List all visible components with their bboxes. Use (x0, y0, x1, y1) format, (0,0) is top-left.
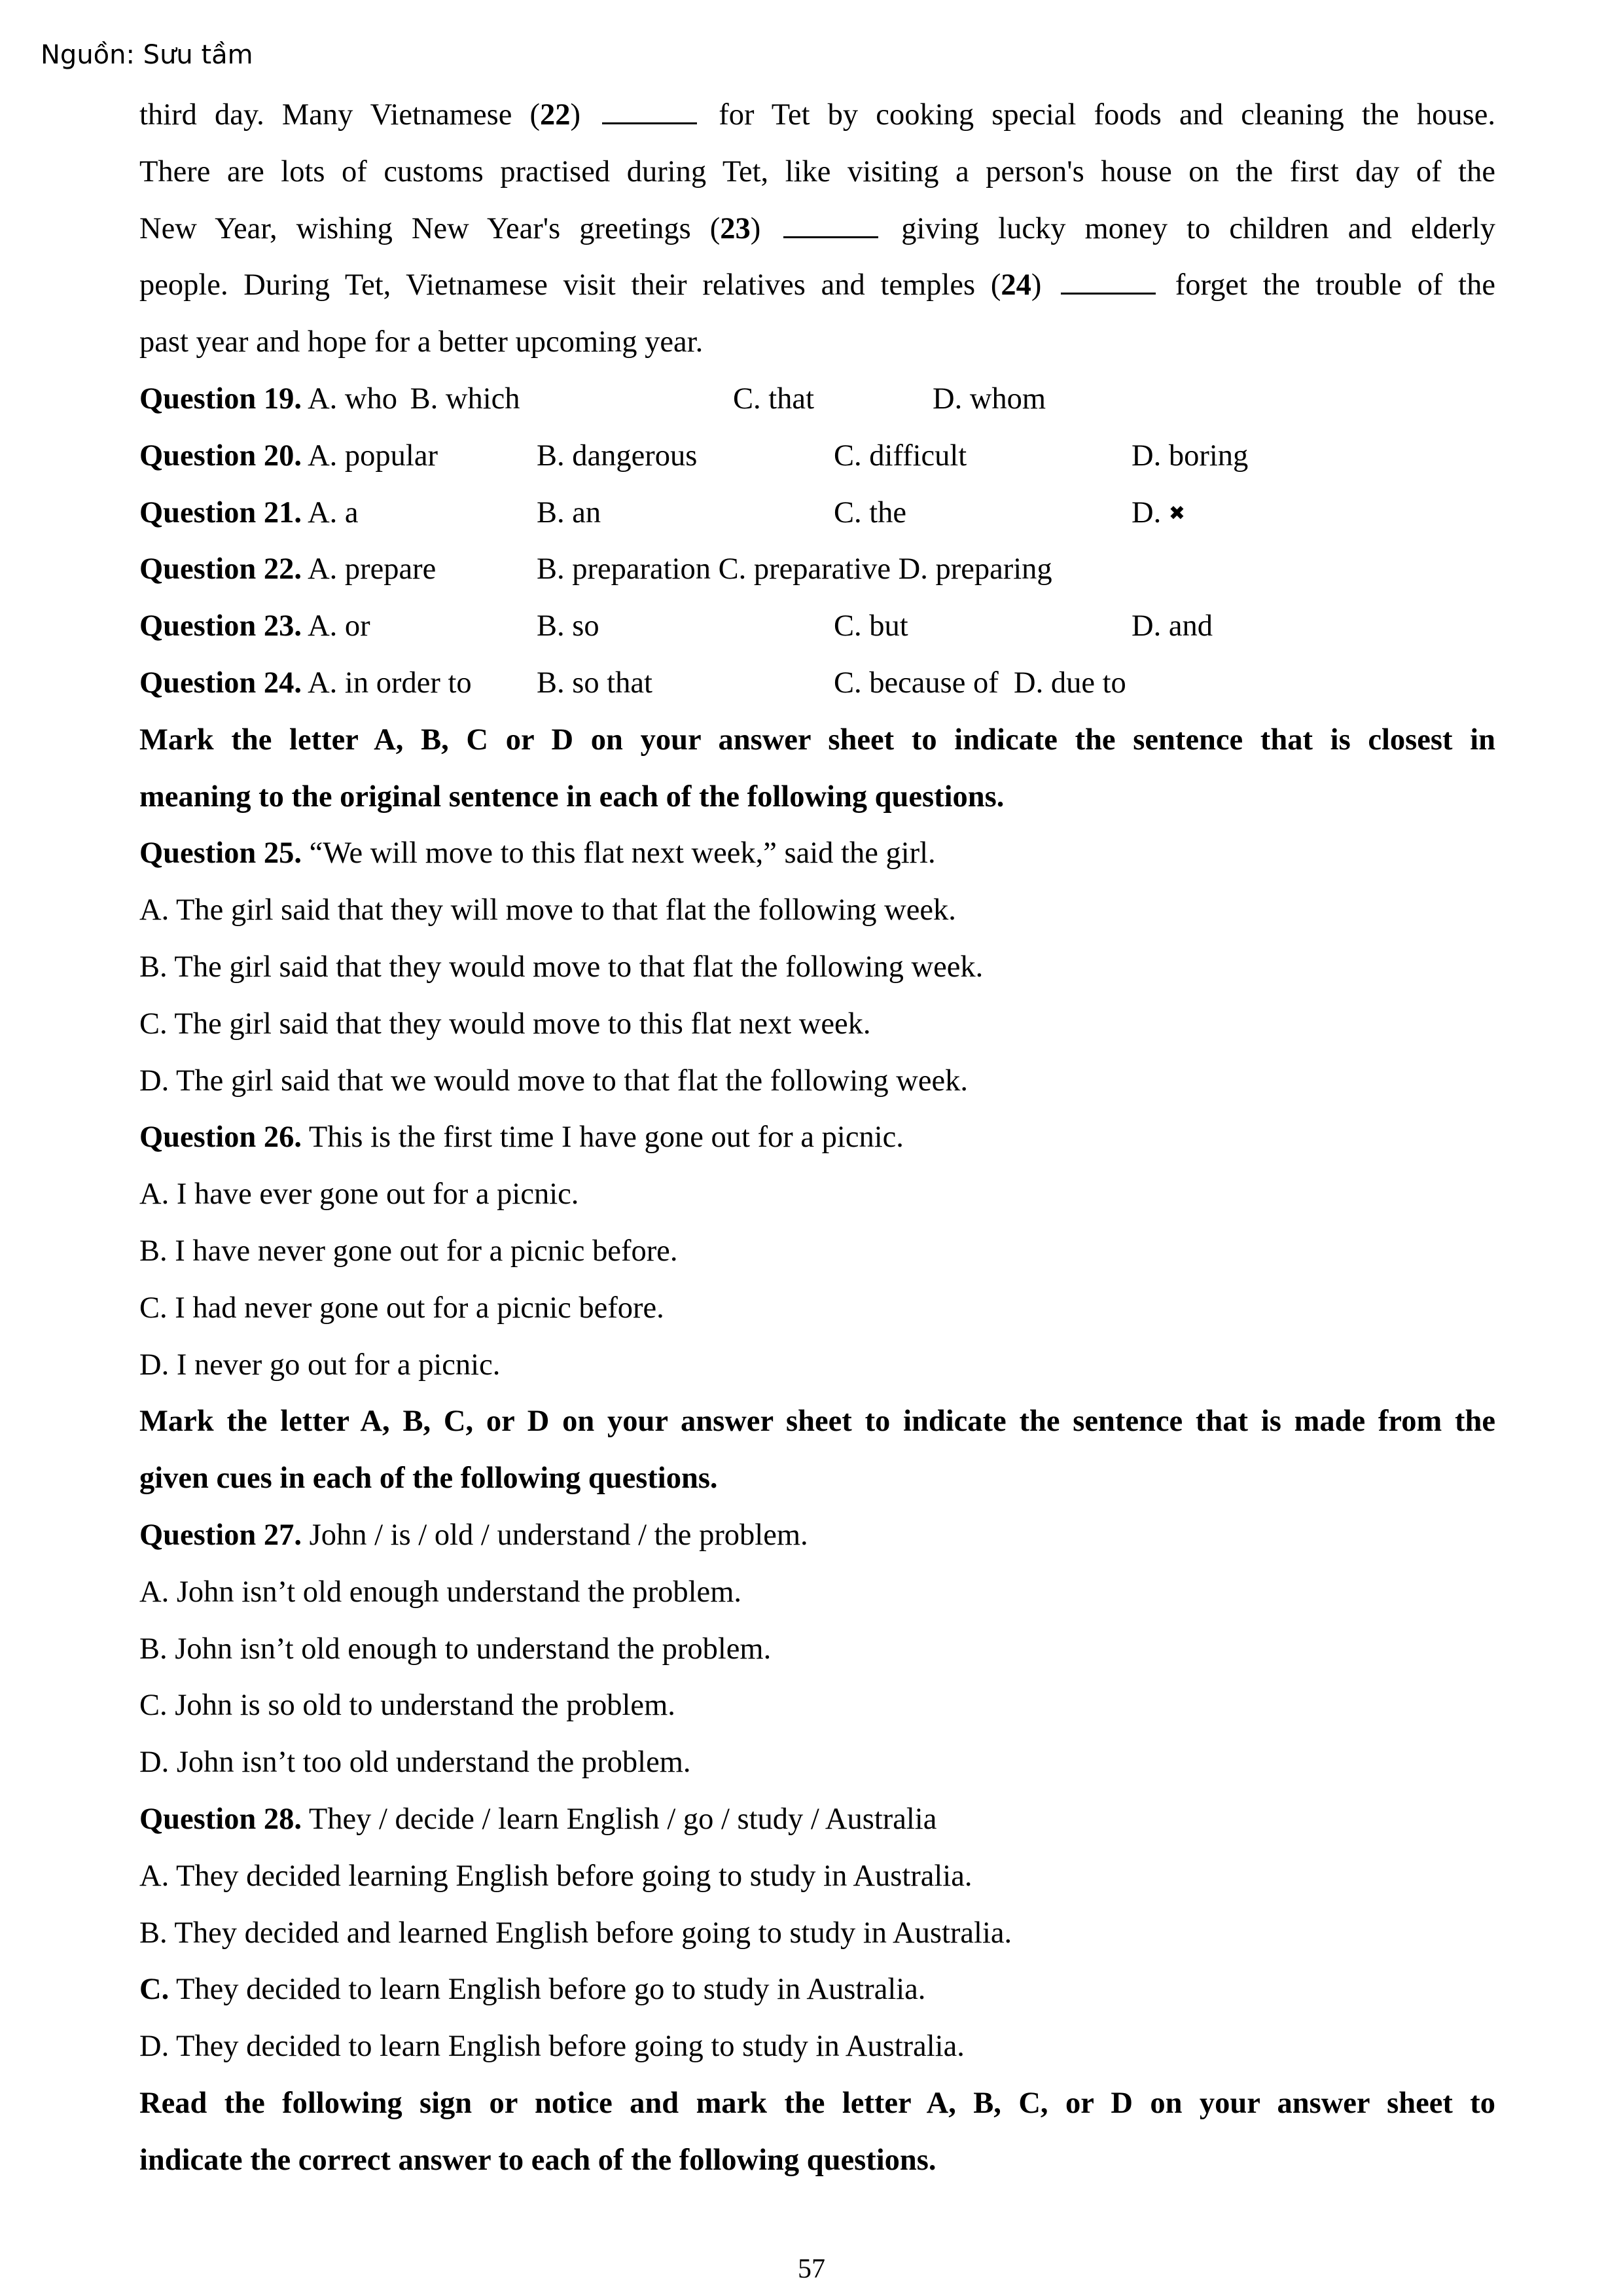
option-c: C. but (834, 609, 908, 643)
option-b: B. so (537, 609, 599, 643)
option-a: A. I have ever gone out for a picnic. (139, 1177, 579, 1211)
option-c: C. that (733, 382, 814, 416)
option-c-letter: C. (139, 1973, 169, 2007)
question-24 (139, 655, 1495, 712)
passage-text: ) (1031, 268, 1058, 302)
passage-line (139, 201, 1495, 258)
passage-text: giving lucky money to children and elderly (882, 211, 1495, 245)
option-d: D. I never go out for a picnic. (139, 1348, 501, 1382)
section-instruction: given cues in each of the following questions. (139, 1462, 718, 1496)
question-20 (139, 428, 1495, 485)
section-instruction: Read the following sign or notice and mark the letter A, B, C, or D on your answer sheet to (139, 2086, 1495, 2120)
source-label: Nguồn: Sưu tầm (41, 40, 253, 70)
blank-number: 22 (539, 98, 571, 132)
passage-line (139, 87, 1495, 144)
passage-text: ) (570, 98, 599, 132)
passage-line: past year and hope for a better upcoming year. (139, 325, 704, 359)
option-a: A. prepare (308, 552, 437, 586)
question-27 (139, 1507, 1495, 1564)
option-c-text: They decided to learn English before go to study in Australia. (169, 1973, 926, 2007)
answer-blank (1061, 273, 1156, 295)
option-d: D. boring (1132, 439, 1249, 473)
option-a: A. The girl said that they will move to that flat the following week. (139, 893, 956, 927)
option-a: A. who (308, 382, 398, 416)
option-c (139, 1962, 1495, 2018)
option-c: C. John is so old to understand the problem. (139, 1689, 675, 1723)
option-c: C. The girl said that they would move to this flat next week. (139, 1007, 871, 1041)
question-label: Question 26. (139, 1121, 302, 1155)
passage-text: forget the trouble of the (1160, 268, 1495, 302)
option-b: B. I have never gone out for a picnic before. (139, 1234, 678, 1268)
question-stem: This is the first time I have gone out for a picnic. (308, 1121, 904, 1155)
question-label: Question 27. (139, 1518, 302, 1552)
option-d: D. and (1132, 609, 1213, 643)
question-19 (139, 371, 1495, 428)
question-stem: “We will move to this flat next week,” said the girl. (309, 836, 936, 870)
question-label: Question 19. (139, 382, 302, 416)
option-a: A. a (308, 495, 359, 529)
option-d: D. The girl said that we would move to that flat the following week. (139, 1064, 968, 1098)
question-26 (139, 1109, 1495, 1166)
option-b: B. so that (537, 666, 652, 700)
option-b: B. They decided and learned English before going to study in Australia. (139, 1916, 1012, 1950)
passage-text: New Year, wishing New Year's greetings ( (139, 211, 721, 245)
option-a: A. popular (308, 439, 438, 473)
options-bcd (537, 541, 1052, 598)
section-instruction: indicate the correct answer to each of the following questions. (139, 2143, 936, 2177)
document-page (139, 87, 1495, 2189)
question-28 (139, 1791, 1495, 1848)
question-label: Question 20. (139, 439, 302, 473)
option-c: C. because of (834, 666, 999, 700)
answer-blank (602, 103, 697, 124)
question-stem: John / is / old / understand / the problem. (309, 1518, 808, 1552)
option-d (1132, 485, 1185, 543)
option-a: A. John isn’t old enough understand the problem. (139, 1575, 741, 1609)
section-instruction: Mark the letter A, B, C, or D on your answer sheet to indicate the sentence that is made from the (139, 1405, 1495, 1439)
option-c: C. difficult (834, 439, 967, 473)
question-label: Question 25. (139, 836, 302, 870)
option-b: B. dangerous (537, 439, 698, 473)
passage-line: There are lots of customs practised during Tet, like visiting a person's house on the first day of the (139, 154, 1495, 188)
section-instruction: meaning to the original sentence in each of the following questions. (139, 780, 1005, 814)
option-c: C. preparative (718, 552, 891, 586)
question-label: Question 24. (139, 666, 302, 700)
question-label: Question 23. (139, 609, 302, 643)
option-a: A. or (308, 609, 370, 643)
option-c: C. the (834, 495, 907, 529)
page-number: 57 (798, 2254, 825, 2284)
passage-text: people. During Tet, Vietnamese visit their relatives and temples ( (139, 268, 1001, 302)
option-d: D. due to (1014, 666, 1126, 700)
cross-icon: ✖ (1168, 501, 1185, 525)
answer-blank (783, 217, 878, 238)
blank-number: 23 (720, 211, 751, 245)
passage-text: for Tet by cooking special foods and cleaning the house. (701, 98, 1495, 132)
question-label: Question 21. (139, 495, 302, 529)
question-25 (139, 825, 1495, 882)
question-stem: They / decide / learn English / go / study / Australia (308, 1802, 937, 1836)
option-d: D. They decided to learn English before going to study in Australia. (139, 2030, 965, 2064)
options-cd (834, 655, 1126, 712)
option-d: D. preparing (898, 552, 1052, 586)
question-22 (139, 541, 1495, 598)
option-a: A. in order to (308, 666, 472, 700)
option-b: B. preparation (537, 552, 711, 586)
question-23 (139, 598, 1495, 655)
blank-number: 24 (1001, 268, 1031, 302)
option-a: A. They decided learning English before going to study in Australia. (139, 1859, 972, 1893)
option-b: B. John isn’t old enough to understand the problem. (139, 1632, 772, 1666)
option-c: C. I had never gone out for a picnic before. (139, 1291, 664, 1325)
option-d: D. whom (933, 382, 1046, 416)
option-b: B. which (410, 382, 520, 416)
question-21 (139, 485, 1495, 542)
section-instruction: Mark the letter A, B, C or D on your answer sheet to indicate the sentence that is closest in (139, 723, 1495, 757)
passage-text: third day. Many Vietnamese ( (139, 98, 540, 132)
option-b: B. an (537, 495, 601, 529)
option-d-letter: D. (1132, 495, 1162, 529)
question-label: Question 22. (139, 552, 302, 586)
question-label: Question 28. (139, 1802, 302, 1836)
passage-text: ) (750, 211, 780, 245)
option-d: D. John isn’t too old understand the problem. (139, 1746, 691, 1780)
passage-line (139, 257, 1495, 314)
option-b: B. The girl said that they would move to that flat the following week. (139, 950, 984, 984)
